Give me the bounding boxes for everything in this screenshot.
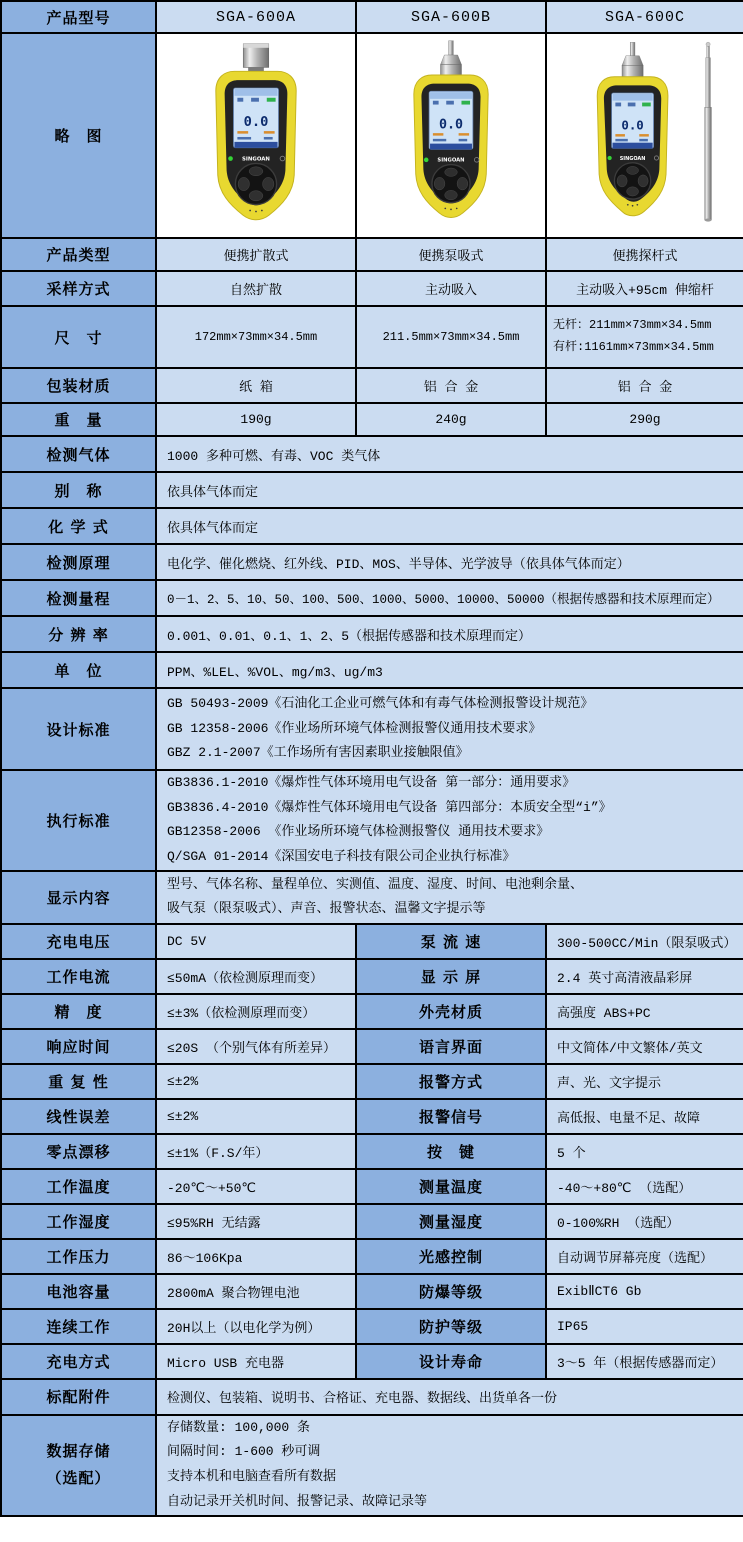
row-dimensions: [1, 306, 743, 368]
data-storage-line2: 间隔时间: 1-600 秒可调: [167, 1444, 321, 1460]
value-buttons: 5 个: [546, 1134, 743, 1169]
label-chemical-formula: 化 学 式: [1, 508, 156, 544]
label-protection-grade: 防护等级: [356, 1309, 546, 1344]
label-resolution: 分 辨 率: [1, 616, 156, 652]
design-standard-line1: GB 50493-2009《石油化工企业可燃气体和有毒气体检测报警设计规范》: [167, 695, 594, 711]
label-language-ui: 语言界面: [356, 1029, 546, 1064]
model-b: SGA-600B: [356, 1, 546, 33]
value-dimensions-b: 211.5mm×73mm×34.5mm: [356, 306, 546, 368]
value-dimensions-c-line2: 有杆:1161mm×73mm×34.5mm: [553, 340, 714, 354]
row-weight: [1, 403, 743, 436]
data-storage-line4: 自动记录开关机时间、报警记录、故障记录等: [167, 1493, 428, 1509]
row-units: [1, 652, 743, 688]
value-sampling-a: 自然扩散: [156, 271, 356, 306]
value-linearity-error: ≤±2%: [156, 1099, 356, 1134]
label-weight: 重 量: [1, 403, 156, 436]
device-image-sga-600c: [559, 38, 731, 234]
device-image-sga-600b-cell: [356, 33, 546, 238]
label-measure-humidity: 测量湿度: [356, 1204, 546, 1239]
value-measure-humidity: 0-100%RH （选配）: [546, 1204, 743, 1239]
row-battery-explosion-proof: [1, 1274, 743, 1309]
value-accuracy: ≤±3%（依检测原理而变）: [156, 994, 356, 1029]
row-data-storage: [1, 1415, 743, 1516]
svg-text:SINGOAN: SINGOAN: [437, 157, 465, 164]
value-working-humidity: ≤95%RH 无结露: [156, 1204, 356, 1239]
value-working-temperature: -20℃～+50℃: [156, 1169, 356, 1204]
row-charging-voltage-pump-flow: [1, 924, 743, 959]
label-design-standards: 设计标准: [1, 688, 156, 770]
model-a: SGA-600A: [156, 1, 356, 33]
value-detection-range: 0－1、2、5、10、50、100、500、1000、5000、10000、50000（根据传感器和技术原理而定）: [156, 580, 743, 616]
value-working-current: ≤50mA（依检测原理而变）: [156, 959, 356, 994]
label-light-control: 光感控制: [356, 1239, 546, 1274]
row-repeatability-alarm-mode: [1, 1064, 743, 1099]
value-alarm-signal: 高低报、电量不足、故障: [546, 1099, 743, 1134]
value-protection-grade: IP65: [546, 1309, 743, 1344]
value-response-time: ≤20S （个别气体有所差异）: [156, 1029, 356, 1064]
row-chemical-formula: [1, 508, 743, 544]
value-data-storage: [156, 1415, 743, 1516]
value-resolution: 0.001、0.01、0.1、1、2、5（根据传感器和技术原理而定）: [156, 616, 743, 652]
row-product-type: [1, 238, 743, 271]
label-explosion-proof-grade: 防爆等级: [356, 1274, 546, 1309]
value-repeatability: ≤±2%: [156, 1064, 356, 1099]
value-measure-temperature: -40～+80℃ （选配）: [546, 1169, 743, 1204]
row-detected-gas: [1, 436, 743, 472]
label-detection-principle: 检测原理: [1, 544, 156, 580]
value-packaging-c: 铝 合 金: [546, 368, 743, 403]
row-working-temp-measure-temp: [1, 1169, 743, 1204]
label-repeatability: 重 复 性: [1, 1064, 156, 1099]
label-linearity-error: 线性误差: [1, 1099, 156, 1134]
row-packaging: [1, 368, 743, 403]
row-design-standards: [1, 688, 743, 770]
display-content-line2: 吸气泵（限泵吸式）、声音、报警状态、温馨文字提示等: [167, 901, 486, 917]
value-detected-gas: 1000 多种可燃、有毒、VOC 类气体: [156, 436, 743, 472]
label-standard-accessories: 标配附件: [1, 1379, 156, 1415]
label-accuracy: 精 度: [1, 994, 156, 1029]
label-design-life: 设计寿命: [356, 1344, 546, 1379]
svg-text:0.0: 0.0: [438, 116, 464, 132]
label-shell-material: 外壳材质: [356, 994, 546, 1029]
row-resolution: [1, 616, 743, 652]
value-zero-drift: ≤±1%（F.S/年）: [156, 1134, 356, 1169]
label-sampling-method: 采样方式: [1, 271, 156, 306]
value-charging-voltage: DC 5V: [156, 924, 356, 959]
row-continuous-work-protection: [1, 1309, 743, 1344]
executive-standard-line4: Q/SGA 01-2014《深国安电子科技有限公司企业执行标准》: [167, 849, 516, 865]
value-dimensions-c: [546, 306, 743, 368]
row-executive-standards: [1, 770, 743, 871]
label-data-storage-line1: 数据存储: [46, 1442, 111, 1461]
label-battery-capacity: 电池容量: [1, 1274, 156, 1309]
row-display-content: [1, 871, 743, 924]
row-zero-drift-buttons: [1, 1134, 743, 1169]
value-sampling-b: 主动吸入: [356, 271, 546, 306]
value-continuous-work: 20H以上（以电化学为例）: [156, 1309, 356, 1344]
value-pump-flow: 300-500CC/Min（限泵吸式）: [546, 924, 743, 959]
executive-standard-line3: GB12358-2006 《作业场所环境气体检测报警仪 通用技术要求》: [167, 824, 550, 840]
label-packaging: 包装材质: [1, 368, 156, 403]
value-design-standards: [156, 688, 743, 770]
executive-standard-line1: GB3836.1-2010《爆炸性气体环境用电气设备 第一部分：通用要求》: [167, 775, 576, 790]
label-product-type: 产品类型: [1, 238, 156, 271]
svg-text:0.0: 0.0: [243, 113, 269, 130]
value-display-content: [156, 871, 743, 924]
label-data-storage-line2: （选配）: [46, 1469, 111, 1488]
svg-text:0.0: 0.0: [621, 116, 644, 132]
label-measure-temperature: 测量温度: [356, 1169, 546, 1204]
label-display-screen: 显 示 屏: [356, 959, 546, 994]
label-charging-voltage: 充电电压: [1, 924, 156, 959]
value-shell-material: 高强度 ABS+PC: [546, 994, 743, 1029]
label-working-current: 工作电流: [1, 959, 156, 994]
value-type-b: 便携泵吸式: [356, 238, 546, 271]
value-alias: 依具体气体而定: [156, 472, 743, 508]
label-buttons: 按 键: [356, 1134, 546, 1169]
value-working-pressure: 86～106Kpa: [156, 1239, 356, 1274]
label-alarm-mode: 报警方式: [356, 1064, 546, 1099]
row-sampling-method: [1, 271, 743, 306]
value-weight-b: 240g: [356, 403, 546, 436]
value-dimensions-a: 172mm×73mm×34.5mm: [156, 306, 356, 368]
value-language-ui: 中文简体/中文繁体/英文: [546, 1029, 743, 1064]
model-c: SGA-600C: [546, 1, 743, 33]
label-charging-method: 充电方式: [1, 1344, 156, 1379]
row-linearity-alarm-signal: [1, 1099, 743, 1134]
design-standard-line2: GB 12358-2006《作业场所环境气体检测报警仪通用技术要求》: [167, 720, 542, 736]
label-response-time: 响应时间: [1, 1029, 156, 1064]
row-sketch: [1, 33, 743, 238]
svg-text:SINGOAN: SINGOAN: [242, 156, 270, 162]
value-standard-accessories: 检测仪、包装箱、说明书、合格证、充电器、数据线、出货单各一份: [156, 1379, 743, 1415]
row-alias: [1, 472, 743, 508]
label-data-storage: [1, 1415, 156, 1516]
label-units: 单 位: [1, 652, 156, 688]
value-executive-standards: [156, 770, 743, 871]
value-units: PPM、%LEL、%VOL、mg/m3、ug/m3: [156, 652, 743, 688]
value-type-a: 便携扩散式: [156, 238, 356, 271]
data-storage-line1: 存储数量: 100,000 条: [167, 1419, 311, 1435]
value-dimensions-c-line1: 无杆：211mm×73mm×34.5mm: [553, 318, 712, 333]
row-accuracy-shell: [1, 994, 743, 1029]
label-pump-flow: 泵 流 速: [356, 924, 546, 959]
value-charging-method: Micro USB 充电器: [156, 1344, 356, 1379]
label-display-content: 显示内容: [1, 871, 156, 924]
value-battery-capacity: 2800mA 聚合物锂电池: [156, 1274, 356, 1309]
label-working-pressure: 工作压力: [1, 1239, 156, 1274]
executive-standard-line2: GB3836.4-2010《爆炸性气体环境用电气设备 第四部分：本质安全型“i”》: [167, 799, 612, 815]
device-image-sga-600a: [170, 38, 342, 234]
label-detected-gas: 检测气体: [1, 436, 156, 472]
device-image-sga-600b: [370, 38, 532, 234]
value-light-control: 自动调节屏幕亮度（选配）: [546, 1239, 743, 1274]
row-response-time-language: [1, 1029, 743, 1064]
display-content-line1: 型号、气体名称、量程单位、实测值、温度、湿度、时间、电池剩余量、: [167, 876, 584, 892]
value-packaging-b: 铝 合 金: [356, 368, 546, 403]
row-working-pressure-light-control: [1, 1239, 743, 1274]
label-continuous-work: 连续工作: [1, 1309, 156, 1344]
value-weight-c: 290g: [546, 403, 743, 436]
label-detection-range: 检测量程: [1, 580, 156, 616]
svg-text:SINGOAN: SINGOAN: [619, 155, 646, 162]
device-image-sga-600a-cell: [156, 33, 356, 238]
row-working-current-display: [1, 959, 743, 994]
design-standard-line3: GBZ 2.1-2007《工作场所有害因素职业接触限值》: [167, 745, 469, 761]
label-product-model: 产品型号: [1, 1, 156, 33]
data-storage-line3: 支持本机和电脑查看所有数据: [167, 1469, 337, 1485]
row-standard-accessories: [1, 1379, 743, 1415]
label-zero-drift: 零点漂移: [1, 1134, 156, 1169]
row-detection-range: [1, 580, 743, 616]
row-working-humidity-measure-humidity: [1, 1204, 743, 1239]
value-detection-principle: 电化学、催化燃烧、红外线、PID、MOS、半导体、光学波导（依具体气体而定）: [156, 544, 743, 580]
value-alarm-mode: 声、光、文字提示: [546, 1064, 743, 1099]
device-image-sga-600c-cell: [546, 33, 743, 238]
value-display-screen: 2.4 英寸高清液晶彩屏: [546, 959, 743, 994]
row-charging-method-design-life: [1, 1344, 743, 1379]
label-alias: 别 称: [1, 472, 156, 508]
row-detection-principle: [1, 544, 743, 580]
value-explosion-proof-grade: ExibⅡCT6 Gb: [546, 1274, 743, 1309]
value-type-c: 便携探杆式: [546, 238, 743, 271]
value-weight-a: 190g: [156, 403, 356, 436]
label-working-humidity: 工作湿度: [1, 1204, 156, 1239]
row-product-model: [1, 1, 743, 33]
label-sketch: 略 图: [1, 33, 156, 238]
value-packaging-a: 纸 箱: [156, 368, 356, 403]
label-working-temperature: 工作温度: [1, 1169, 156, 1204]
value-chemical-formula: 依具体气体而定: [156, 508, 743, 544]
value-sampling-c: 主动吸入+95cm 伸缩杆: [546, 271, 743, 306]
label-executive-standards: 执行标准: [1, 770, 156, 871]
value-design-life: 3～5 年（根据传感器而定）: [546, 1344, 743, 1379]
label-dimensions: 尺 寸: [1, 306, 156, 368]
label-alarm-signal: 报警信号: [356, 1099, 546, 1134]
